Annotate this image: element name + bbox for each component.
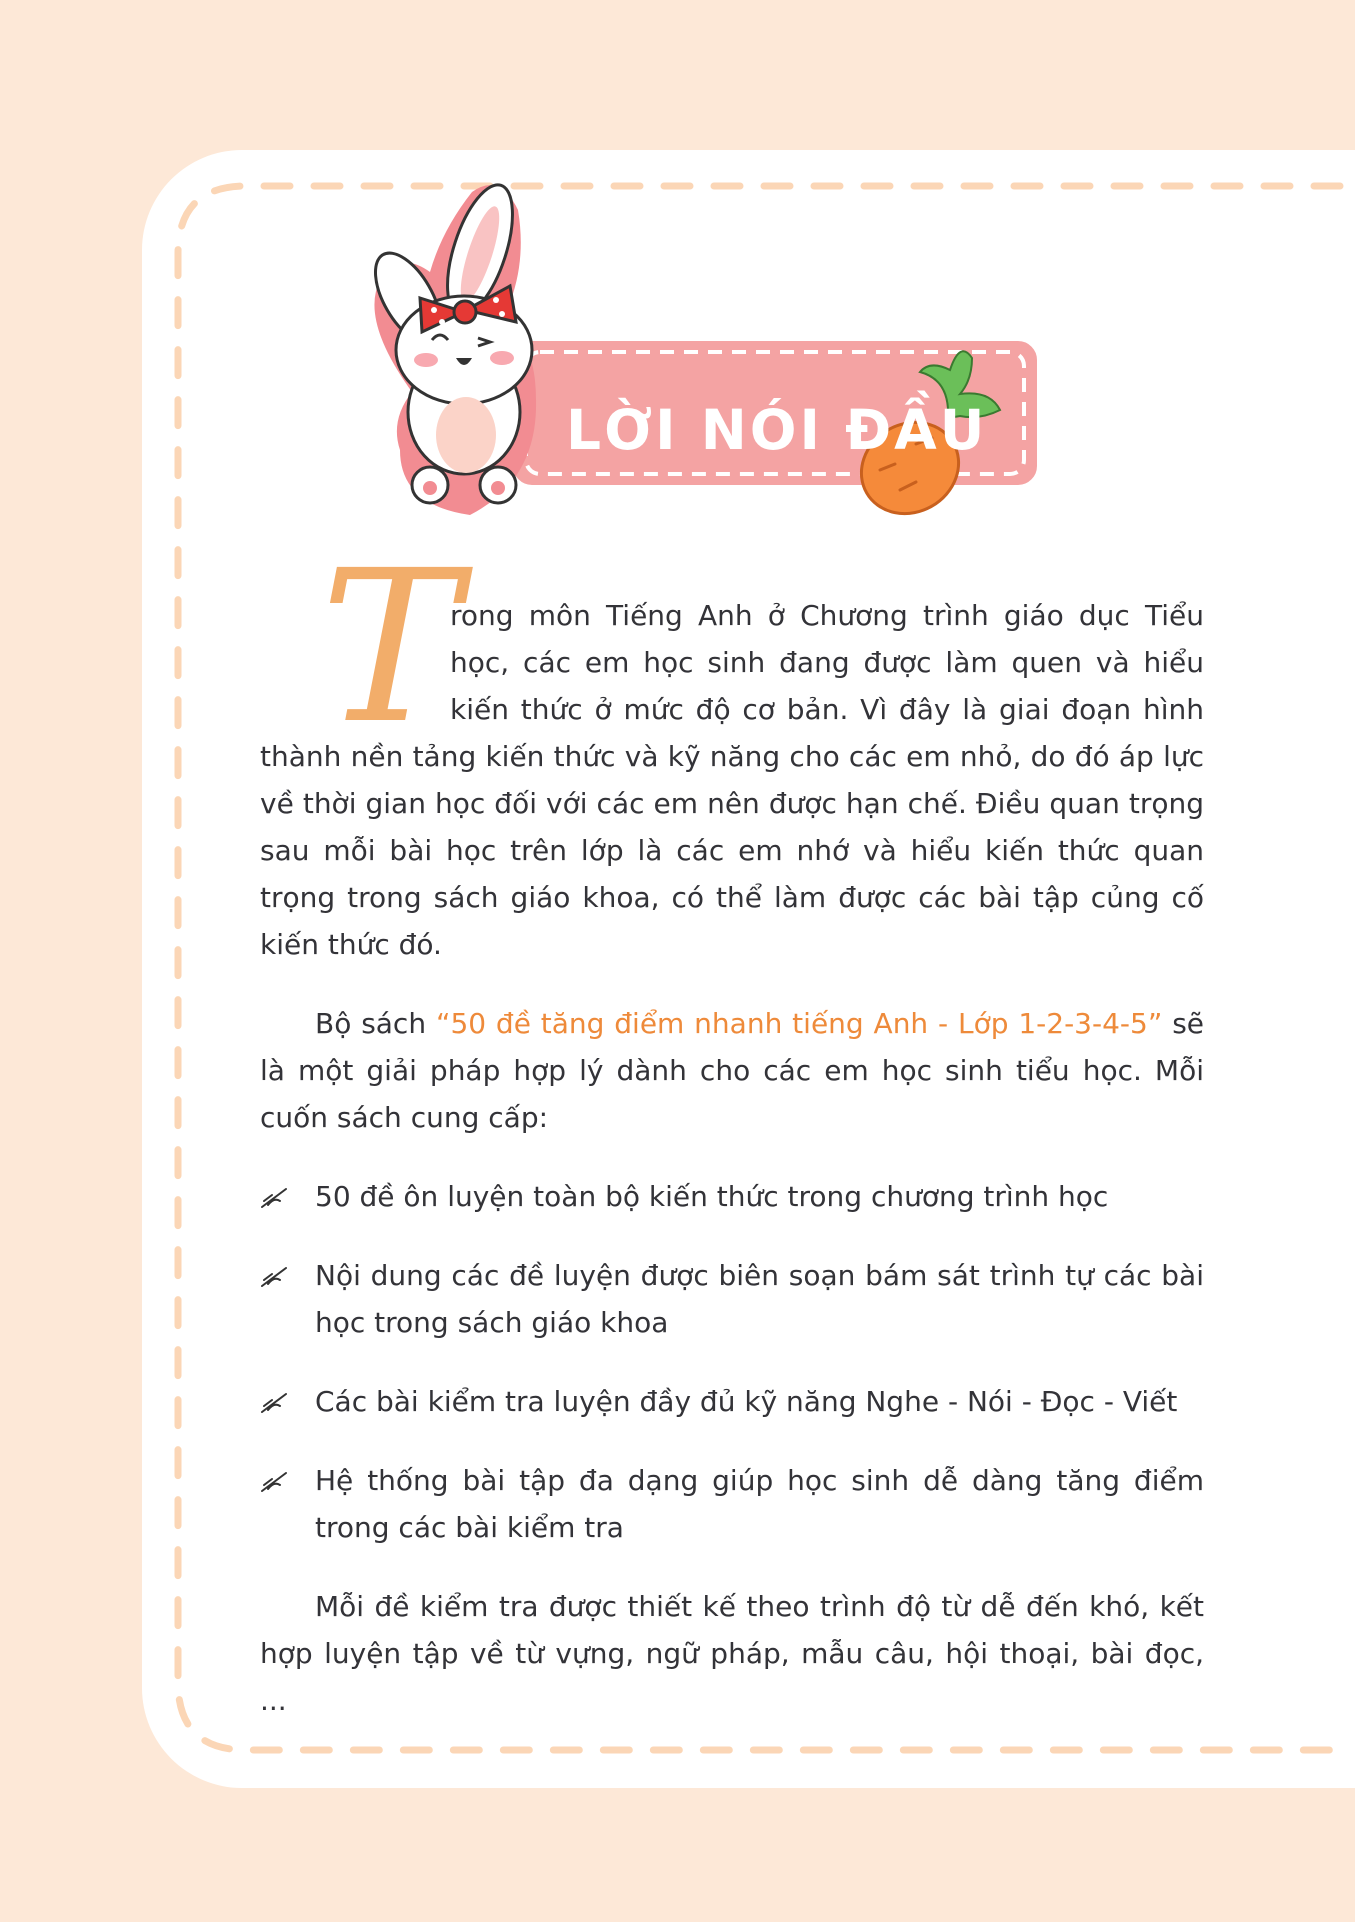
- intro-text: rong môn Tiếng Anh ở Chương trình giáo dục Tiểu học, các em học sinh đang được làm quen và hiểu kiến thức ở mức độ cơ bản. Vì đây là giai đoạn hình thành nền tảng kiến thức và kỹ năng cho các em nhỏ, do đó áp lực về thời gian học đối với các em nên được hạn chế. Điều quan trọng sau mỗi bài học trên lớp là các em nhớ và hiểu kiến thức quan trọng trong sách giáo khoa, có thể làm được các bài tập củng cố kiến thức đó.: [260, 599, 1204, 961]
- book-title: “50 đề tăng điểm nhanh tiếng Anh - Lớp 1-2-3-4-5”: [435, 1007, 1163, 1040]
- feature-text: Hệ thống bài tập đa dạng giúp học sinh dễ dàng tăng điểm trong các bài kiểm tra: [315, 1464, 1204, 1544]
- list-item: [260, 1252, 1204, 1346]
- list-item: [260, 1173, 1204, 1220]
- intro-paragraph: [260, 592, 1204, 968]
- writing-hand-icon: [260, 1384, 288, 1416]
- book-intro-suffix: sẽ là một giải pháp hợp lý dành cho các em học sinh tiểu học. Mỗi cuốn sách cung cấp:: [260, 1007, 1205, 1134]
- writing-hand-icon: [260, 1179, 288, 1211]
- feature-list: [260, 1173, 1204, 1551]
- preface-body: [260, 592, 1204, 1724]
- book-intro-prefix: Bộ sách: [315, 1007, 436, 1040]
- list-item: [260, 1378, 1204, 1425]
- page-title: LỜI NÓI ĐẦU: [566, 398, 988, 462]
- writing-hand-icon: [260, 1463, 288, 1495]
- closing-paragraph: Mỗi đề kiểm tra được thiết kế theo trình độ từ dễ đến khó, kết hợp luyện tập về từ vựng, ngữ pháp, mẫu câu, hội thoại, bài đọc, ...: [260, 1590, 1204, 1717]
- drop-cap-space: [260, 592, 450, 733]
- feature-text: 50 đề ôn luyện toàn bộ kiến thức trong chương trình học: [315, 1180, 1109, 1213]
- book-intro-paragraph: [260, 1000, 1204, 1141]
- drop-cap-glyph: T: [320, 560, 461, 750]
- bunny-icon: [362, 180, 536, 515]
- list-item: [260, 1457, 1204, 1551]
- title-badge: [360, 180, 1090, 525]
- feature-text: Các bài kiểm tra luyện đầy đủ kỹ năng Nghe - Nói - Đọc - Viết: [315, 1385, 1178, 1418]
- feature-text: Nội dung các đề luyện được biên soạn bám sát trình tự các bài học trong sách giáo khoa: [315, 1259, 1204, 1339]
- writing-hand-icon: [260, 1258, 288, 1290]
